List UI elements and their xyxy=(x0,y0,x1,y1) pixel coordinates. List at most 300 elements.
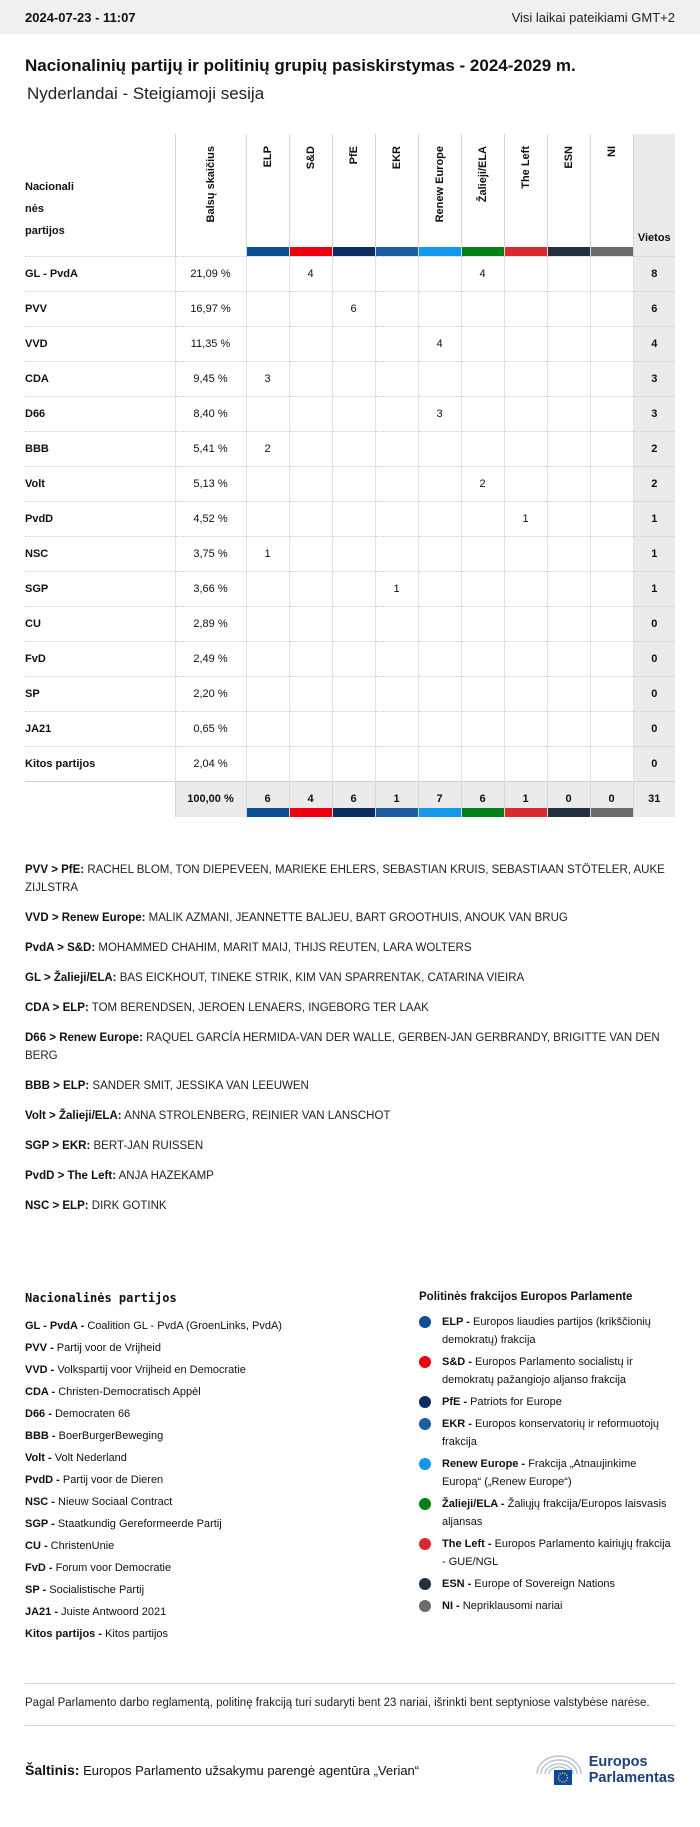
mep-affiliation: SGP > EKR: xyxy=(25,1140,91,1152)
group-abbr: Renew Europe - xyxy=(442,1458,526,1470)
seat-cell xyxy=(504,641,547,676)
party-name: D66 xyxy=(25,396,175,431)
mep-affiliation: NSC > ELP: xyxy=(25,1200,89,1212)
group-total-value: 6 xyxy=(350,793,357,806)
seat-cell xyxy=(547,291,590,326)
party-seats: 2 xyxy=(633,431,675,466)
seat-cell xyxy=(461,396,504,431)
seat-cell xyxy=(332,641,375,676)
group-color-dot-icon xyxy=(419,1418,431,1430)
party-abbr: SGP - xyxy=(25,1518,55,1530)
group-legend-item xyxy=(419,1313,675,1349)
seat-cell xyxy=(461,431,504,466)
seat-cell xyxy=(547,326,590,361)
party-name: GL - PvdA xyxy=(25,256,175,291)
group-legend-text xyxy=(442,1393,562,1411)
party-name: CU xyxy=(25,606,175,641)
vote-share: 16,97 % xyxy=(175,291,246,326)
seat-cell xyxy=(246,466,289,501)
seat-cell xyxy=(289,501,332,536)
group-legend xyxy=(419,1291,675,1645)
party-abbr: CDA - xyxy=(25,1386,56,1398)
party-legend-item xyxy=(25,1491,419,1513)
group-color-bar xyxy=(419,808,461,817)
seat-cell xyxy=(590,466,633,501)
vote-share: 2,49 % xyxy=(175,641,246,676)
group-header-label: The Left xyxy=(519,146,532,189)
legend xyxy=(25,1291,675,1645)
group-total-value: 6 xyxy=(479,793,486,806)
seat-cell xyxy=(504,291,547,326)
seat-cell xyxy=(547,571,590,606)
share-header-label: Balsų skaičius xyxy=(204,146,217,223)
table-row xyxy=(25,606,675,641)
seat-cell xyxy=(246,746,289,781)
seat-cell xyxy=(418,431,461,466)
total-share: 100,00 % xyxy=(175,781,246,817)
seat-cell xyxy=(547,256,590,291)
table-row xyxy=(25,746,675,781)
mep-names: ANJA HAZEKAMP xyxy=(118,1170,214,1182)
group-full-name: Europos Parlamento socialistų ir demokratų pažangiojo aljanso frakcija xyxy=(442,1356,633,1386)
results-table-wrapper xyxy=(25,134,675,817)
group-full-name: Europos konservatorių ir reformuotojų frakcija xyxy=(442,1418,660,1448)
mep-entry xyxy=(25,1197,675,1215)
group-color-bar xyxy=(505,808,547,817)
top-bar xyxy=(0,0,700,34)
party-name: SGP xyxy=(25,571,175,606)
seat-cell xyxy=(289,536,332,571)
seat-cell xyxy=(418,711,461,746)
seat-cell xyxy=(289,711,332,746)
table-row xyxy=(25,431,675,466)
group-color-dot-icon xyxy=(419,1498,431,1510)
group-total xyxy=(418,781,461,817)
group-total xyxy=(332,781,375,817)
seat-cell xyxy=(332,606,375,641)
mep-affiliation: CDA > ELP: xyxy=(25,1002,89,1014)
seat-cell xyxy=(418,291,461,326)
party-legend xyxy=(25,1291,419,1645)
source-row xyxy=(25,1738,675,1802)
group-color-bar xyxy=(333,247,375,256)
seat-cell xyxy=(461,606,504,641)
seat-cell xyxy=(418,536,461,571)
seat-cell xyxy=(375,361,418,396)
vote-share: 8,40 % xyxy=(175,396,246,431)
ep-logo-text xyxy=(589,1754,675,1786)
mep-names: BERT-JAN RUISSEN xyxy=(93,1140,204,1152)
party-name: NSC xyxy=(25,536,175,571)
group-legend-item xyxy=(419,1535,675,1571)
seat-cell xyxy=(504,746,547,781)
seat-cell xyxy=(375,396,418,431)
vote-share: 21,09 % xyxy=(175,256,246,291)
group-total xyxy=(590,781,633,817)
mep-entry xyxy=(25,1029,675,1065)
vote-share: 2,04 % xyxy=(175,746,246,781)
seat-cell xyxy=(590,256,633,291)
group-total xyxy=(461,781,504,817)
seat-cell xyxy=(332,711,375,746)
mep-affiliation: PvdD > The Left: xyxy=(25,1170,117,1182)
group-full-name: Frakcija „Atnaujinkime Europą“ („Renew Europe“) xyxy=(442,1458,637,1488)
group-color-bar xyxy=(419,247,461,256)
vote-share: 3,75 % xyxy=(175,536,246,571)
mep-names: MOHAMMED CHAHIM, MARIT MAIJ, THIJS REUTEN, LARA WOLTERS xyxy=(98,942,472,954)
mep-names: BAS EICKHOUT, TINEKE STRIK, KIM VAN SPARRENTAK, CATARINA VIEIRA xyxy=(119,972,525,984)
party-seats: 0 xyxy=(633,641,675,676)
group-header-label: S&D xyxy=(304,146,317,170)
party-legend-item xyxy=(25,1425,419,1447)
seat-cell xyxy=(332,256,375,291)
group-legend-item xyxy=(419,1575,675,1593)
group-legend-text xyxy=(442,1535,675,1571)
party-abbr: GL - PvdA - xyxy=(25,1320,85,1332)
ep-logo xyxy=(535,1752,675,1788)
seat-cell xyxy=(289,466,332,501)
seat-cell xyxy=(547,641,590,676)
group-column-header xyxy=(418,134,461,256)
seat-cell xyxy=(289,431,332,466)
timezone-note: Visi laikai pateikiami GMT+2 xyxy=(511,9,675,25)
party-full-name: Coalition GL - PvdA (GroenLinks, PvdA) xyxy=(87,1320,282,1332)
seat-cell xyxy=(332,361,375,396)
party-full-name: Nieuw Sociaal Contract xyxy=(58,1496,173,1508)
seat-cell xyxy=(504,326,547,361)
group-total-value: 0 xyxy=(608,793,615,806)
seat-cell xyxy=(504,571,547,606)
results-table xyxy=(25,134,675,817)
group-legend-text xyxy=(442,1455,675,1491)
group-legend-item xyxy=(419,1415,675,1451)
seat-cell xyxy=(375,326,418,361)
vote-share: 3,66 % xyxy=(175,571,246,606)
party-full-name: Staatkundig Gereformeerde Partij xyxy=(57,1518,222,1530)
seat-cell xyxy=(461,746,504,781)
group-legend-text xyxy=(442,1415,675,1451)
mep-affiliation: Volt > Žalieji/ELA: xyxy=(25,1110,122,1122)
party-abbr: D66 - xyxy=(25,1408,52,1420)
mep-names: RAQUEL GARCÍA HERMIDA-VAN DER WALLE, GERBEN-JAN GERBRANDY, BRIGITTE VAN DEN BERG xyxy=(25,1032,660,1062)
seat-cell xyxy=(418,746,461,781)
group-legend-item xyxy=(419,1353,675,1389)
party-abbr: VVD - xyxy=(25,1364,55,1376)
group-color-bar xyxy=(591,808,633,817)
page-title: Nacionalinių partijų ir politinių grupių pasiskirstymas - 2024-2029 m. xyxy=(25,56,576,75)
party-full-name: Socialistische Partij xyxy=(49,1584,145,1596)
group-column-header xyxy=(332,134,375,256)
seat-cell xyxy=(504,466,547,501)
group-abbr: ESN - xyxy=(442,1578,472,1590)
table-row xyxy=(25,571,675,606)
party-name: Volt xyxy=(25,466,175,501)
seat-cell xyxy=(332,501,375,536)
seat-cell xyxy=(289,676,332,711)
party-abbr: CU - xyxy=(25,1540,48,1552)
mep-entry xyxy=(25,1167,675,1185)
party-legend-item xyxy=(25,1579,419,1601)
group-column-header xyxy=(375,134,418,256)
seat-cell xyxy=(590,501,633,536)
party-legend-item xyxy=(25,1403,419,1425)
seat-cell xyxy=(461,326,504,361)
group-abbr: ELP - xyxy=(442,1316,470,1328)
party-abbr: JA21 - xyxy=(25,1606,59,1618)
group-column-header xyxy=(504,134,547,256)
seat-cell xyxy=(590,641,633,676)
group-color-bar xyxy=(333,808,375,817)
group-legend-text xyxy=(442,1495,675,1531)
group-total xyxy=(289,781,332,817)
seat-cell xyxy=(246,396,289,431)
group-full-name: Europe of Sovereign Nations xyxy=(474,1578,616,1590)
party-abbr: Kitos partijos - xyxy=(25,1628,103,1640)
party-legend-item xyxy=(25,1535,419,1557)
group-color-bar xyxy=(376,247,418,256)
seat-cell xyxy=(547,466,590,501)
seat-cell xyxy=(504,396,547,431)
party-legend-item xyxy=(25,1337,419,1359)
seat-cell xyxy=(332,571,375,606)
seat-cell xyxy=(289,326,332,361)
seat-cell: 3 xyxy=(246,361,289,396)
party-seats: 8 xyxy=(633,256,675,291)
seat-cell xyxy=(590,431,633,466)
party-abbr: NSC - xyxy=(25,1496,55,1508)
group-color-bar xyxy=(462,808,504,817)
seat-cell xyxy=(375,641,418,676)
mep-entry xyxy=(25,909,675,927)
seat-cell xyxy=(504,256,547,291)
seat-cell: 4 xyxy=(418,326,461,361)
seat-cell xyxy=(547,606,590,641)
seat-cell xyxy=(246,641,289,676)
party-name: SP xyxy=(25,676,175,711)
group-total xyxy=(375,781,418,817)
group-abbr: Žalieji/ELA - xyxy=(442,1498,505,1510)
footnote: Pagal Parlamento darbo reglamentą, politinę frakciją turi sudaryti bent 23 nariai, išrinkti bent septyniose valstybėse narėse. xyxy=(25,1683,675,1726)
table-row xyxy=(25,396,675,431)
seat-cell xyxy=(504,711,547,746)
seat-cell xyxy=(332,676,375,711)
seat-cell xyxy=(547,396,590,431)
group-header-label: NI xyxy=(605,146,618,157)
group-legend-text xyxy=(442,1353,675,1389)
party-full-name: Juiste Antwoord 2021 xyxy=(61,1606,167,1618)
seat-cell xyxy=(461,536,504,571)
party-name: PVV xyxy=(25,291,175,326)
seat-cell xyxy=(289,571,332,606)
seat-cell xyxy=(246,326,289,361)
seat-cell xyxy=(547,711,590,746)
table-row xyxy=(25,711,675,746)
group-header-label: Renew Europe xyxy=(433,146,446,223)
seat-cell xyxy=(547,361,590,396)
group-total-value: 6 xyxy=(264,793,271,806)
group-legend-title: Politinės frakcijos Europos Parlamente xyxy=(419,1291,633,1303)
party-column-header xyxy=(25,134,175,256)
seat-cell xyxy=(418,606,461,641)
seat-cell xyxy=(590,606,633,641)
seat-cell xyxy=(504,431,547,466)
group-total xyxy=(246,781,289,817)
vote-share: 5,41 % xyxy=(175,431,246,466)
group-abbr: The Left - xyxy=(442,1538,492,1550)
mep-entry xyxy=(25,1077,675,1095)
group-color-bar xyxy=(591,247,633,256)
group-color-bar xyxy=(247,808,289,817)
party-full-name: Christen-Democratisch Appèl xyxy=(58,1386,201,1398)
seat-cell xyxy=(590,326,633,361)
seat-cell xyxy=(418,676,461,711)
group-total-value: 1 xyxy=(522,793,529,806)
party-abbr: Volt - xyxy=(25,1452,52,1464)
group-header-label: PfE xyxy=(347,146,360,165)
mep-affiliation: GL > Žalieji/ELA: xyxy=(25,972,117,984)
group-column-header xyxy=(461,134,504,256)
totals-spacer xyxy=(25,781,175,817)
vote-share: 11,35 % xyxy=(175,326,246,361)
party-seats: 0 xyxy=(633,746,675,781)
group-full-name: Europos Parlamento kairiųjų frakcija - GUE/NGL xyxy=(442,1538,671,1568)
party-full-name: Volkspartij voor Vrijheid en Democratie xyxy=(57,1364,246,1376)
group-full-name: Žaliųjų frakcija/Europos laisvasis aljansas xyxy=(442,1498,667,1528)
mep-entry xyxy=(25,999,675,1017)
source-value: Europos Parlamento užsakymu parengė agentūra „Verian“ xyxy=(83,1763,420,1778)
party-seats: 0 xyxy=(633,711,675,746)
party-legend-item xyxy=(25,1623,419,1645)
party-full-name: Kitos partijos xyxy=(105,1628,169,1640)
group-color-dot-icon xyxy=(419,1600,431,1612)
mep-affiliation: PvdA > S&D: xyxy=(25,942,96,954)
group-legend-item xyxy=(419,1495,675,1531)
group-color-bar xyxy=(548,808,590,817)
party-header-line: partijos xyxy=(25,224,65,237)
party-header-line: Nacionali xyxy=(25,180,74,193)
group-total xyxy=(547,781,590,817)
party-name: Kitos partijos xyxy=(25,746,175,781)
group-column-header xyxy=(246,134,289,256)
group-color-dot-icon xyxy=(419,1458,431,1470)
group-legend-item xyxy=(419,1597,675,1615)
seat-cell xyxy=(461,291,504,326)
group-column-header xyxy=(289,134,332,256)
totals-row xyxy=(25,781,675,817)
group-column-header xyxy=(590,134,633,256)
table-row xyxy=(25,256,675,291)
seat-cell xyxy=(332,396,375,431)
group-total xyxy=(504,781,547,817)
datetime: 2024-07-23 - 11:07 xyxy=(25,9,136,25)
group-total-value: 1 xyxy=(393,793,400,806)
party-name: PvdD xyxy=(25,501,175,536)
seat-cell xyxy=(246,571,289,606)
group-header-label: ELP xyxy=(261,146,274,168)
table-row xyxy=(25,326,675,361)
seat-cell xyxy=(375,501,418,536)
group-full-name: Nepriklausomi nariai xyxy=(462,1600,563,1612)
seat-cell xyxy=(246,711,289,746)
group-full-name: Patriots for Europe xyxy=(470,1396,562,1408)
vote-share: 0,65 % xyxy=(175,711,246,746)
source-text xyxy=(25,1762,419,1778)
page-subtitle: Nyderlandai - Steigiamoji sesija xyxy=(27,84,265,103)
party-legend-item xyxy=(25,1469,419,1491)
seat-cell xyxy=(461,571,504,606)
mep-names: RACHEL BLOM, TON DIEPEVEEN, MARIEKE EHLERS, SEBASTIAN KRUIS, SEBASTIAAN STÖTELER, AUKE ZIJLSTRA xyxy=(25,864,665,894)
mep-names: TOM BERENDSEN, JEROEN LENAERS, INGEBORG TER LAAK xyxy=(91,1002,429,1014)
seat-cell xyxy=(246,606,289,641)
seat-cell xyxy=(375,466,418,501)
seat-cell xyxy=(289,396,332,431)
mep-entry xyxy=(25,861,675,897)
party-name: VVD xyxy=(25,326,175,361)
seat-cell xyxy=(590,711,633,746)
mep-affiliation: VVD > Renew Europe: xyxy=(25,912,146,924)
party-full-name: Volt Nederland xyxy=(54,1452,127,1464)
party-seats: 1 xyxy=(633,536,675,571)
seat-cell xyxy=(461,501,504,536)
group-color-dot-icon xyxy=(419,1396,431,1408)
seat-cell xyxy=(590,396,633,431)
seat-cell xyxy=(504,606,547,641)
seat-cell xyxy=(289,641,332,676)
group-color-bar xyxy=(247,247,289,256)
seat-cell xyxy=(375,256,418,291)
seat-cell xyxy=(590,536,633,571)
party-legend-item xyxy=(25,1381,419,1403)
group-color-bar xyxy=(462,247,504,256)
ep-logo-line1: Europos xyxy=(588,1754,648,1770)
mep-entry xyxy=(25,1137,675,1155)
group-abbr: S&D - xyxy=(442,1356,472,1368)
seat-cell: 6 xyxy=(332,291,375,326)
seat-cell xyxy=(590,746,633,781)
party-full-name: Partij voor de Dieren xyxy=(62,1474,164,1486)
seat-cell xyxy=(590,676,633,711)
seat-cell xyxy=(461,711,504,746)
seat-cell xyxy=(246,501,289,536)
seat-cell xyxy=(590,361,633,396)
group-full-name: Europos liaudies partijos (krikščionių demokratų) frakcija xyxy=(442,1316,651,1346)
table-row xyxy=(25,641,675,676)
party-name: BBB xyxy=(25,431,175,466)
party-legend-item xyxy=(25,1513,419,1535)
seat-cell xyxy=(461,361,504,396)
seat-cell xyxy=(289,361,332,396)
seat-cell: 3 xyxy=(418,396,461,431)
party-full-name: Forum voor Democratie xyxy=(55,1562,172,1574)
seat-cell xyxy=(590,291,633,326)
seat-cell: 4 xyxy=(289,256,332,291)
seat-cell xyxy=(418,641,461,676)
seat-cell xyxy=(547,746,590,781)
group-color-bar xyxy=(376,808,418,817)
group-legend-text xyxy=(442,1313,675,1349)
group-abbr: NI - xyxy=(442,1600,460,1612)
seat-cell xyxy=(504,536,547,571)
share-column-header xyxy=(175,134,246,256)
seat-cell: 1 xyxy=(504,501,547,536)
group-color-bar xyxy=(290,808,332,817)
seat-cell xyxy=(332,466,375,501)
vote-share: 5,13 % xyxy=(175,466,246,501)
seat-cell xyxy=(590,571,633,606)
seat-cell: 1 xyxy=(375,571,418,606)
seat-cell xyxy=(461,641,504,676)
seat-cell xyxy=(547,431,590,466)
